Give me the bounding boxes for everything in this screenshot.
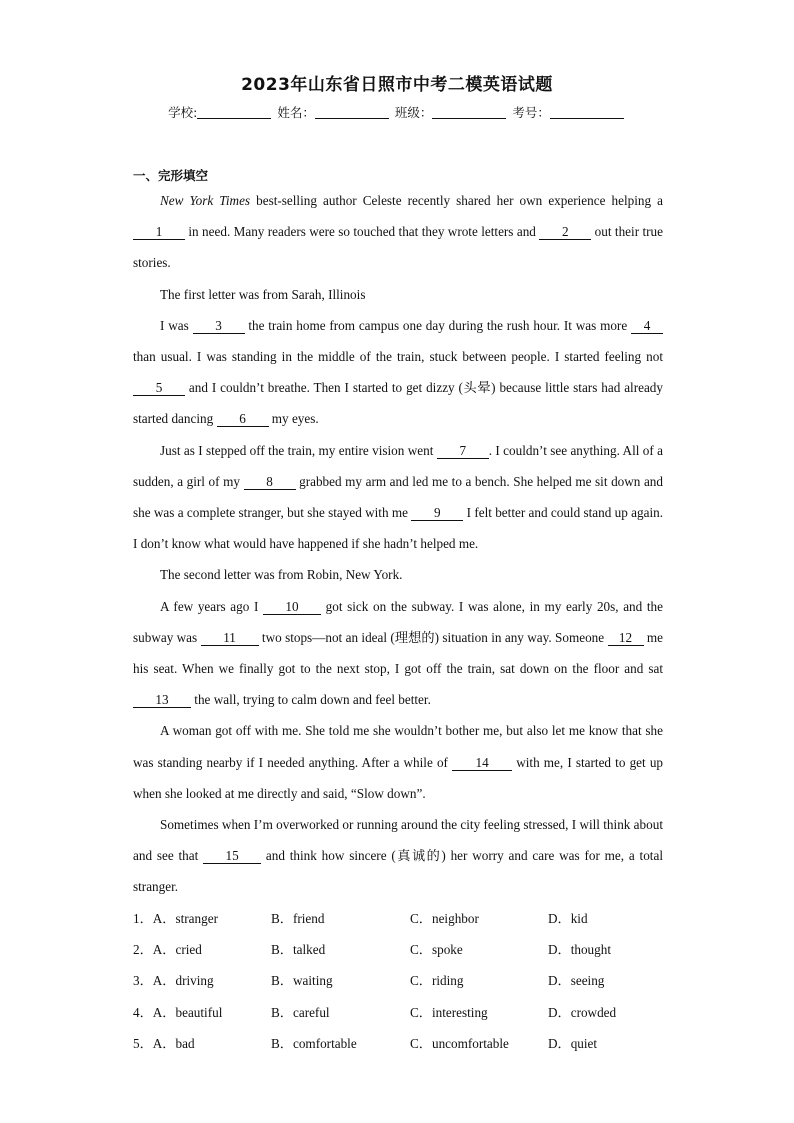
blank-15[interactable]: 15: [203, 849, 261, 864]
option-b[interactable]: B．comfortable: [271, 1035, 357, 1051]
option-d[interactable]: D．seeing: [548, 973, 605, 989]
option-c[interactable]: C．spoke: [410, 942, 463, 958]
passage-text: out their true stories.: [133, 224, 663, 271]
blank-1[interactable]: 1: [133, 225, 185, 240]
paragraph: [133, 310, 663, 435]
blank-13[interactable]: 13: [133, 693, 191, 708]
paragraph: [133, 185, 663, 279]
question-options-2: [133, 934, 733, 965]
paragraph: The second letter was from Robin, New York.: [160, 567, 403, 583]
option-d[interactable]: D．quiet: [548, 1035, 598, 1051]
blank-4[interactable]: 4: [631, 319, 663, 334]
option-a[interactable]: 3．A．driving: [133, 973, 214, 989]
blank-9[interactable]: 9: [411, 506, 463, 521]
answer-options: [133, 903, 733, 1059]
blank-5[interactable]: 5: [133, 381, 185, 396]
paragraph: [133, 715, 663, 809]
option-b[interactable]: B．careful: [271, 1004, 330, 1020]
question-options-1: [133, 903, 733, 934]
blank-3[interactable]: 3: [193, 319, 245, 334]
passage-text: best-selling author Celeste recently shared her own experience helping a: [250, 193, 663, 208]
passage-text: I felt better and could stand up again. I don’t know what would have happened if she hadn’t helped me.: [133, 505, 664, 552]
passage-text: Sometimes when I’m overworked or running around the city feeling stressed, I will think about and see that: [133, 817, 663, 864]
blank-6[interactable]: 6: [217, 412, 269, 427]
passage-text: A few years ago I: [160, 598, 263, 614]
passage-text: and I couldn’t breathe. Then I started to get dizzy (头晕) because little stars had already started dancing: [133, 380, 663, 427]
italic-title: New York Times: [160, 193, 251, 208]
blank-10[interactable]: 10: [263, 600, 321, 615]
blank-7[interactable]: 7: [437, 444, 489, 459]
passage-text: I was: [160, 317, 193, 333]
option-a[interactable]: 2．A．cried: [133, 942, 202, 958]
blank-14[interactable]: 14: [452, 756, 512, 771]
passage-text: . I couldn’t see anything. All of a sudden, a girl of my: [133, 442, 663, 489]
class-blank[interactable]: [432, 106, 506, 119]
cloze-passage: [133, 185, 663, 903]
option-c[interactable]: C．uncomfortable: [410, 1035, 509, 1051]
passage-text: the train home from campus one day during the rush hour. It was more: [244, 317, 631, 333]
school-label: 学校:: [168, 105, 198, 120]
question-options-5: [133, 1028, 733, 1059]
paragraph: [133, 809, 663, 903]
passage-text: got sick on the subway. I was alone, in my early 20s, and the subway was: [133, 598, 663, 645]
option-c[interactable]: C．riding: [410, 973, 464, 989]
paragraph: The first letter was from Sarah, Illinois: [160, 286, 366, 302]
name-label: 姓名：: [277, 105, 315, 120]
blank-12[interactable]: 12: [608, 631, 644, 646]
student-info-line: [0, 103, 794, 121]
blank-8[interactable]: 8: [244, 475, 296, 490]
passage-text: me his seat. When we finally got to the next stop, I got off the train, sat down on the floor and sat: [133, 629, 663, 677]
option-a[interactable]: 5．A．bad: [133, 1035, 195, 1051]
passage-text: the wall, trying to calm down and feel better.: [191, 692, 431, 708]
option-b[interactable]: B．waiting: [271, 973, 333, 989]
passage-text: Just as I stepped off the train, my entire vision went: [160, 442, 437, 458]
passage-text: my eyes.: [268, 411, 319, 427]
option-c[interactable]: C．neighbor: [410, 911, 479, 926]
blank-2[interactable]: 2: [539, 225, 591, 240]
option-d[interactable]: D．kid: [548, 911, 588, 926]
option-b[interactable]: B．talked: [271, 942, 326, 958]
blank-11[interactable]: 11: [201, 631, 259, 646]
number-blank[interactable]: [550, 106, 624, 119]
passage-text: grabbed my arm and led me to a bench. She helped me sit down and she was a complete stranger, but she stayed with me: [133, 473, 663, 521]
passage-text: and think how sincere (真诚的) her worry and care was for me, a total stranger.: [133, 848, 663, 895]
section-heading: 一、完形填空: [133, 168, 209, 183]
question-options-3: [133, 965, 733, 996]
number-label: 考号：: [512, 105, 550, 120]
option-b[interactable]: B．friend: [271, 911, 325, 926]
passage-text: with me, I started to get up when she looked at me directly and said, “Slow down”.: [133, 754, 664, 801]
option-d[interactable]: D．crowded: [548, 1004, 617, 1020]
passage-text: than usual. I was standing in the middle of the train, stuck between people. I started feeling not: [133, 349, 663, 365]
option-a[interactable]: 1．A．stranger: [133, 911, 218, 926]
option-d[interactable]: D．thought: [548, 942, 612, 958]
question-options-4: [133, 997, 733, 1028]
option-c[interactable]: C．interesting: [410, 1004, 488, 1020]
paragraph: [133, 435, 663, 560]
passage-text: two stops—not an ideal (理想的) situation in any way. Someone: [258, 629, 608, 645]
passage-text: in need. Many readers were so touched that they wrote letters and: [185, 224, 540, 240]
class-label: 班级：: [394, 105, 433, 120]
page-title: 2023年山东省日照市中考二模英语试题: [241, 75, 553, 95]
name-blank[interactable]: [315, 106, 389, 119]
paragraph: [133, 591, 663, 716]
option-a[interactable]: 4．A．beautiful: [133, 1004, 223, 1020]
school-blank[interactable]: [197, 106, 271, 119]
passage-text: A woman got off with me. She told me she wouldn’t bother me, but also let me know that she was standing nearby if I needed anything. After a while of: [133, 723, 663, 770]
